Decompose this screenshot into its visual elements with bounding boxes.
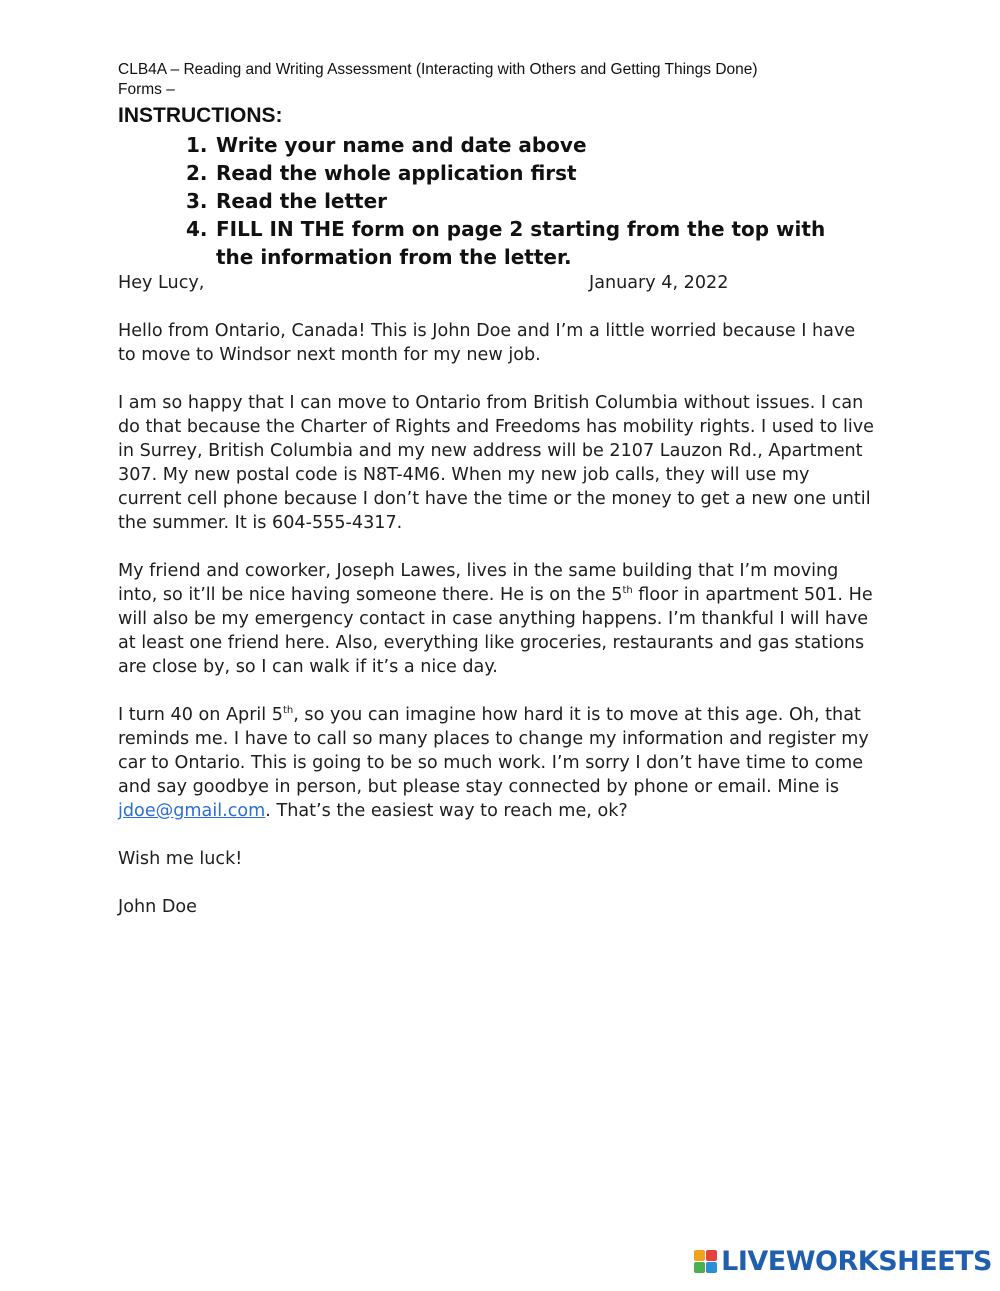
instructions-title: INSTRUCTIONS:: [118, 104, 283, 127]
letter-body: [118, 271, 878, 919]
logo-text: LIVEWORKSHEETS: [721, 1246, 992, 1277]
instruction-text: Write your name and date above: [216, 133, 587, 157]
paragraph-4-text-c: . That’s the easiest way to reach me, ok?: [265, 801, 628, 821]
paragraph-3-text-b: floor in apartment 501. He will also be my emergency contact in case anything happens. I’m thankful I will have at least one friend here. Also, everything like groceries, restaurants and gas stations are close by, so I can walk if it’s a nice day.: [118, 585, 873, 677]
paragraph-4-text-a: I turn 40 on April 5: [118, 705, 283, 725]
instruction-item: [186, 131, 866, 159]
instruction-item: [186, 159, 866, 187]
instruction-number: 4.: [186, 217, 208, 241]
letter-paragraph-1: Hello from Ontario, Canada! This is John Doe and I’m a little worried because I have to move to Windsor next month for my new job.: [118, 321, 856, 365]
greeting-row: [118, 271, 878, 295]
instructions-list: [186, 131, 866, 271]
liveworksheets-logo: [694, 1246, 992, 1277]
instruction-number: 1.: [186, 133, 208, 157]
instruction-item: [186, 187, 866, 215]
letter-closing: Wish me luck!: [118, 849, 243, 869]
letter-paragraph-4: [118, 703, 878, 823]
letter-paragraph-2: I am so happy that I can move to Ontario from British Columbia without issues. I can do that because the Charter of Rights and Freedoms has mobility rights. I used to live in Surrey, British Columbia and my new address will be 2107 Lauzon Rd., Apartment 307. My new postal code is N8T-4M6. When my new job calls, they will use my current cell phone because I don’t have the time or the money to get a new one until the summer. It is 604-555-4317.: [118, 393, 874, 533]
paragraph-4-text-b: , so you can imagine how hard it is to move at this age. Oh, that reminds me. I have to call so many places to change my information and register my car to Ontario. This is going to be so much work. I’m sorry I don’t have time to come and say goodbye in person, but please stay connected by phone or email. Mine is: [118, 705, 869, 797]
instruction-item: [186, 215, 866, 271]
letter-greeting: Hey Lucy,: [118, 273, 205, 293]
letter-signature: John Doe: [118, 897, 197, 917]
header-line-2: Forms –: [118, 81, 175, 98]
email-link[interactable]: jdoe@gmail.com: [118, 801, 266, 821]
letter-paragraph-3: [118, 559, 878, 679]
instruction-text: FILL IN THE form on page 2 starting from the top with the information from the letter.: [216, 217, 826, 269]
header-line-1: CLB4A – Reading and Writing Assessment (Interacting with Others and Getting Things Done): [118, 61, 758, 78]
instruction-text: Read the letter: [216, 189, 388, 213]
instruction-number: 3.: [186, 189, 208, 213]
instruction-text: Read the whole application first: [216, 161, 577, 185]
instruction-number: 2.: [186, 161, 208, 185]
ordinal-suffix: th: [282, 705, 294, 717]
document-header: [118, 60, 918, 100]
paragraph-3-text-a: My friend and coworker, Joseph Lawes, lives in the same building that I’m moving into, so it’ll be nice having someone there. He is on the 5: [118, 561, 839, 605]
letter-date: January 4, 2022: [589, 273, 729, 293]
ordinal-suffix: th: [622, 585, 633, 597]
logo-mark-icon: [694, 1250, 717, 1273]
